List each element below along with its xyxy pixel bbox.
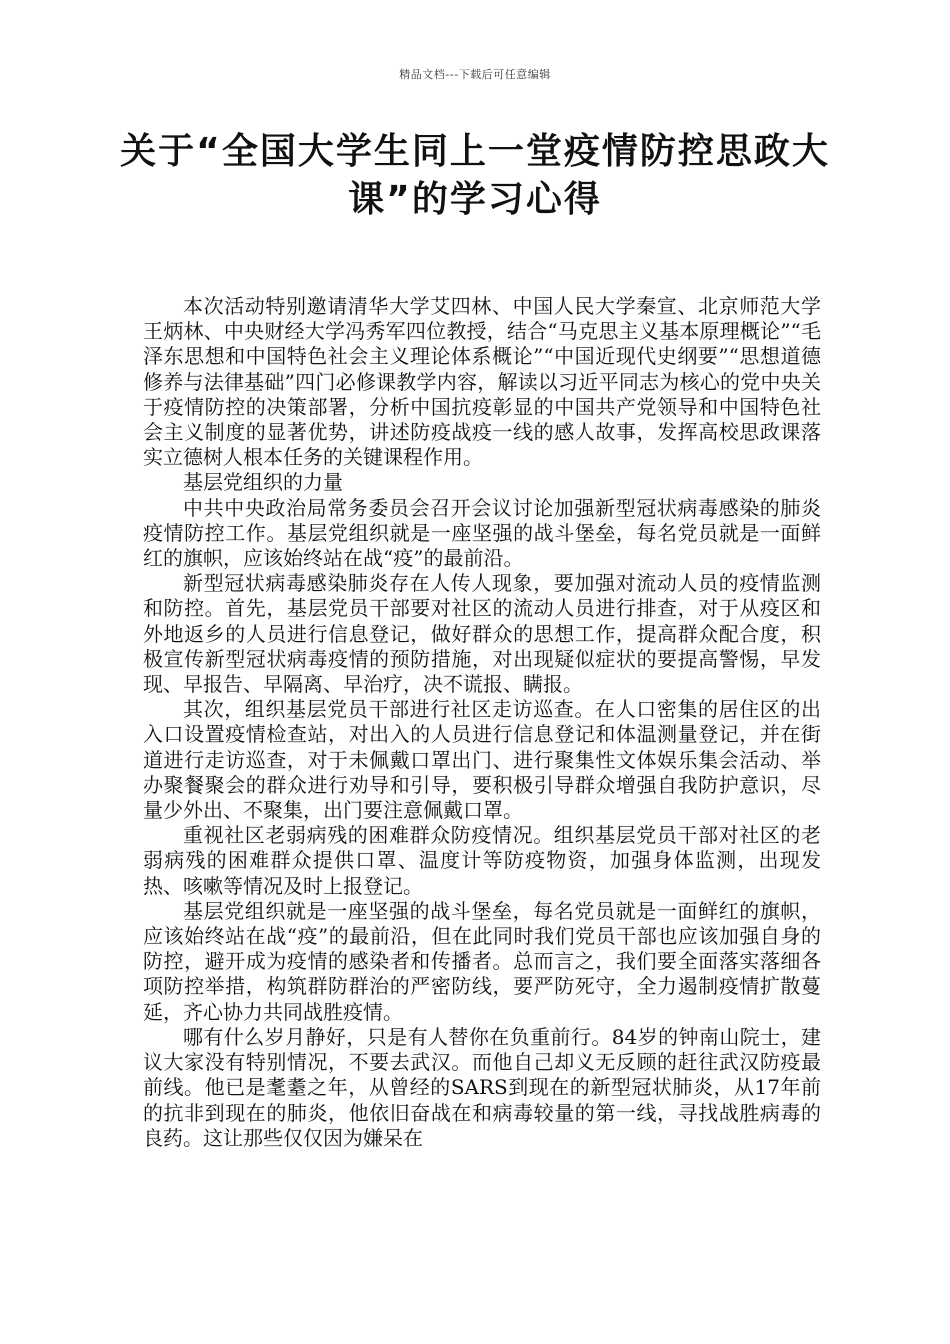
paragraph: 中共中央政治局常务委员会召开会议讨论加强新型冠状病毒感染的肺炎疫情防控工作。基层党组织就是一座坚强的战斗堡垒，每名党员就是一面鲜红的旗帜，应该始终站在战“疫”的最前沿。 bbox=[143, 495, 821, 571]
paragraph: 哪有什么岁月静好，只是有人替你在负重前行。84岁的钟南山院士，建议大家没有特别情况，不要去武汉。而他自己却义无反顾的赶往武汉防疫最前线。他已是耄耋之年，从曾经的SARS到现在的新型冠状肺炎，从17年前的抗非到现在的肺炎，他依旧奋战在和病毒较量的第一线，寻找战胜病毒的良药。这让那些仅仅因为嫌呆在 bbox=[143, 1024, 821, 1150]
document-header-note: 精品文档---下载后可任意编辑 bbox=[399, 68, 551, 81]
document-title: 关于“全国大学生同上一堂疫情防控思政大课”的学习心得 bbox=[120, 131, 830, 220]
paragraph: 新型冠状病毒感染肺炎存在人传人现象，要加强对流动人员的疫情监测和防控。首先，基层党员干部要对社区的流动人员进行排查，对于从疫区和外地返乡的人员进行信息登记，做好群众的思想工作，提高群众配合度，积极宣传新型冠状病毒疫情的预防措施，对出现疑似症状的要提高警惕，早发现、早报告、早隔离、早治疗，决不谎报、瞒报。 bbox=[143, 571, 821, 697]
paragraph-intro: 本次活动特别邀请清华大学艾四林、中国人民大学秦宣、北京师范大学王炳林、中央财经大学冯秀军四位教授，结合“马克思主义基本原理概论”“毛泽东思想和中国特色社会主义理论体系概论”“中国近现代史纲要”“思想道德修养与法律基础”四门必修课教学内容，解读以习近平同志为核心的党中央关于疫情防控的决策部署，分析中国抗疫彰显的中国共产党领导和中国特色社会主义制度的显著优势，讲述防疫战疫一线的感人故事，发挥高校思政课落实立德树人根本任务的关键课程作用。 bbox=[143, 294, 821, 470]
paragraph: 重视社区老弱病残的困难群众防疫情况。组织基层党员干部对社区的老弱病残的困难群众提供口罩、温度计等防疫物资，加强身体监测，出现发热、咳嗽等情况及时上报登记。 bbox=[143, 823, 821, 898]
paragraph: 基层党组织就是一座坚强的战斗堡垒，每名党员就是一面鲜红的旗帜，应该始终站在战“疫”的最前沿，但在此同时我们党员干部也应该加强自身的防控，避开成为疫情的感染者和传播者。总而言之，我们要全面落实落细各项防控举措，构筑群防群治的严密防线，要严防死守，全力遏制疫情扩散蔓延，齐心协力共同战胜疫情。 bbox=[143, 898, 821, 1024]
paragraph: 其次，组织基层党员干部进行社区走访巡查。在人口密集的居住区的出入口设置疫情检查站，对出入的人员进行信息登记和体温测量登记，并在街道进行走访巡查，对于未佩戴口罩出门、进行聚集性文体娱乐集会活动、举办聚餐聚会的群众进行劝导和引导，要积极引导群众增强自我防护意识，尽量少外出、不聚集，出门要注意佩戴口罩。 bbox=[143, 697, 821, 823]
document-body bbox=[143, 294, 821, 1151]
section-heading: 基层党组织的力量 bbox=[183, 470, 343, 495]
